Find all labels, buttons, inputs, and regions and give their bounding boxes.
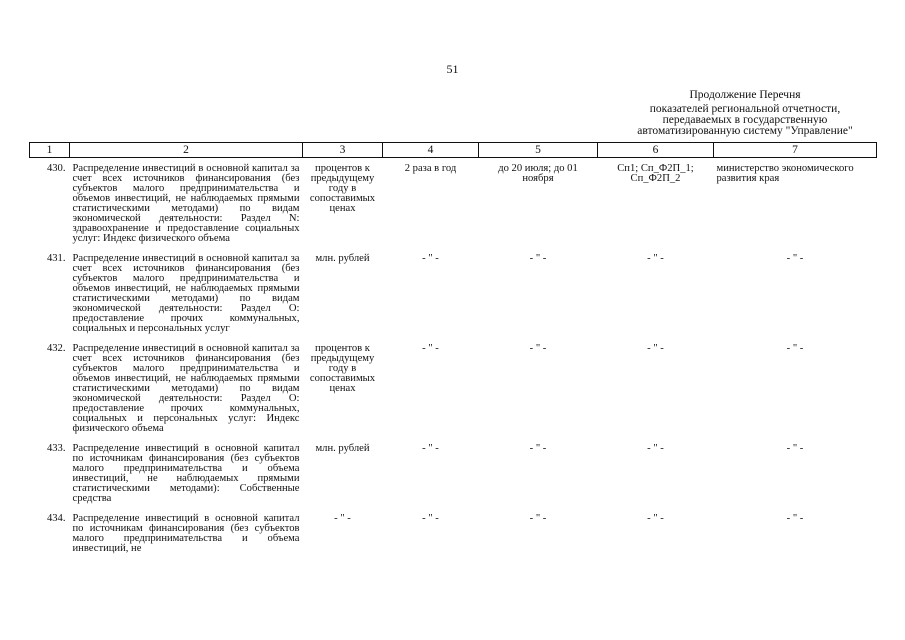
report-form: - " - xyxy=(647,443,664,454)
table-row xyxy=(30,438,877,508)
table-header xyxy=(30,143,877,158)
deadline: - " - xyxy=(529,253,547,264)
indicator-name: Распределение инвестиций в основной капитал за счет всех источников финансирования (без субъектов малого предпринимательства и объемов инвестиций, не наблюдаемых прямыми статистическими методами) по видам экономической деятельности: Раздел N: здравоохранение и предоставление социальных услуг: Индекс физического объема xyxy=(72,163,300,244)
table-row xyxy=(30,338,877,438)
unit-of-measure: процентов к предыдущему году в сопоставимых ценах xyxy=(309,163,376,214)
periodicity: 2 раза в год xyxy=(404,163,457,174)
page-number: 51 xyxy=(446,62,459,76)
row-number: 433. xyxy=(46,443,66,454)
row-number: 431. xyxy=(46,253,66,264)
column-header: 6 xyxy=(598,143,714,158)
indicator-name: Распределение инвестиций в основной капитал за счет всех источников финансирования (без субъектов малого предпринимательства и объемов инвестиций, не наблюдаемых прямыми статистическими методами) по видам экономической деятельности: Раздел О: предоставление прочих коммунальных, социальных и персональных услуг: Индекс физического объема xyxy=(72,343,300,434)
column-header: 4 xyxy=(383,143,479,158)
unit-of-measure: млн. рублей xyxy=(315,443,370,454)
report-form: - " - xyxy=(647,253,664,264)
column-header: 1 xyxy=(30,143,70,158)
responsible-body: - " - xyxy=(786,513,804,524)
column-header: 2 xyxy=(70,143,303,158)
table-row xyxy=(30,508,877,558)
deadline: - " - xyxy=(529,513,547,524)
row-number: 430. xyxy=(46,163,66,174)
report-form: - " - xyxy=(647,343,664,354)
column-header: 3 xyxy=(303,143,383,158)
deadline: - " - xyxy=(529,343,547,354)
indicator-name: Распределение инвестиций в основной капитал по источникам финансирования (без субъектов малого предпринимательства и объема инвестиций, не xyxy=(72,513,300,554)
continuation-line-4: автоматизированную систему "Управление" xyxy=(637,125,853,137)
column-header: 7 xyxy=(714,143,877,158)
continuation-title: Продолжение Перечня xyxy=(689,89,801,101)
periodicity: - " - xyxy=(422,343,439,354)
unit-of-measure: - " - xyxy=(334,513,351,524)
responsible-body: - " - xyxy=(786,343,804,354)
unit-of-measure: млн. рублей xyxy=(315,253,370,264)
indicators-table xyxy=(29,142,877,558)
deadline: до 20 июля; до 01 ноября xyxy=(498,163,578,184)
periodicity: - " - xyxy=(422,253,439,264)
unit-of-measure: процентов к предыдущему году в сопоставимых ценах xyxy=(309,343,376,394)
responsible-body: - " - xyxy=(786,443,804,454)
responsible-body: министерство экономического развития края xyxy=(716,163,854,184)
table-row xyxy=(30,248,877,338)
periodicity: - " - xyxy=(422,513,439,524)
deadline: - " - xyxy=(529,443,547,454)
row-number: 434. xyxy=(46,513,66,524)
column-header: 5 xyxy=(479,143,598,158)
continuation-header xyxy=(604,90,886,137)
table-row xyxy=(30,158,877,249)
row-number: 432. xyxy=(46,343,66,354)
report-form: - " - xyxy=(647,513,664,524)
report-form: Сп1; Сп_Ф2П_1; Сп_Ф2П_2 xyxy=(617,163,694,184)
continuation-line-2: показателей региональной отчетности, xyxy=(649,103,841,115)
responsible-body: - " - xyxy=(786,253,804,264)
indicator-name: Распределение инвестиций в основной капитал за счет всех источников финансирования (без субъектов малого предпринимательства и объемов инвестиций, не наблюдаемых прямыми статистическими методами) по видам экономической деятельности: Раздел О: предоставление прочих коммунальных, социальных и персональных услуг xyxy=(72,253,300,334)
continuation-line-3: передаваемых в государственную xyxy=(662,114,828,126)
indicator-name: Распределение инвестиций в основной капитал по источникам финансирования (без субъектов малого предпринимательства и объема инвестиций, не наблюдаемых прямыми статистическими методами): Собственные средства xyxy=(72,443,300,504)
periodicity: - " - xyxy=(422,443,439,454)
